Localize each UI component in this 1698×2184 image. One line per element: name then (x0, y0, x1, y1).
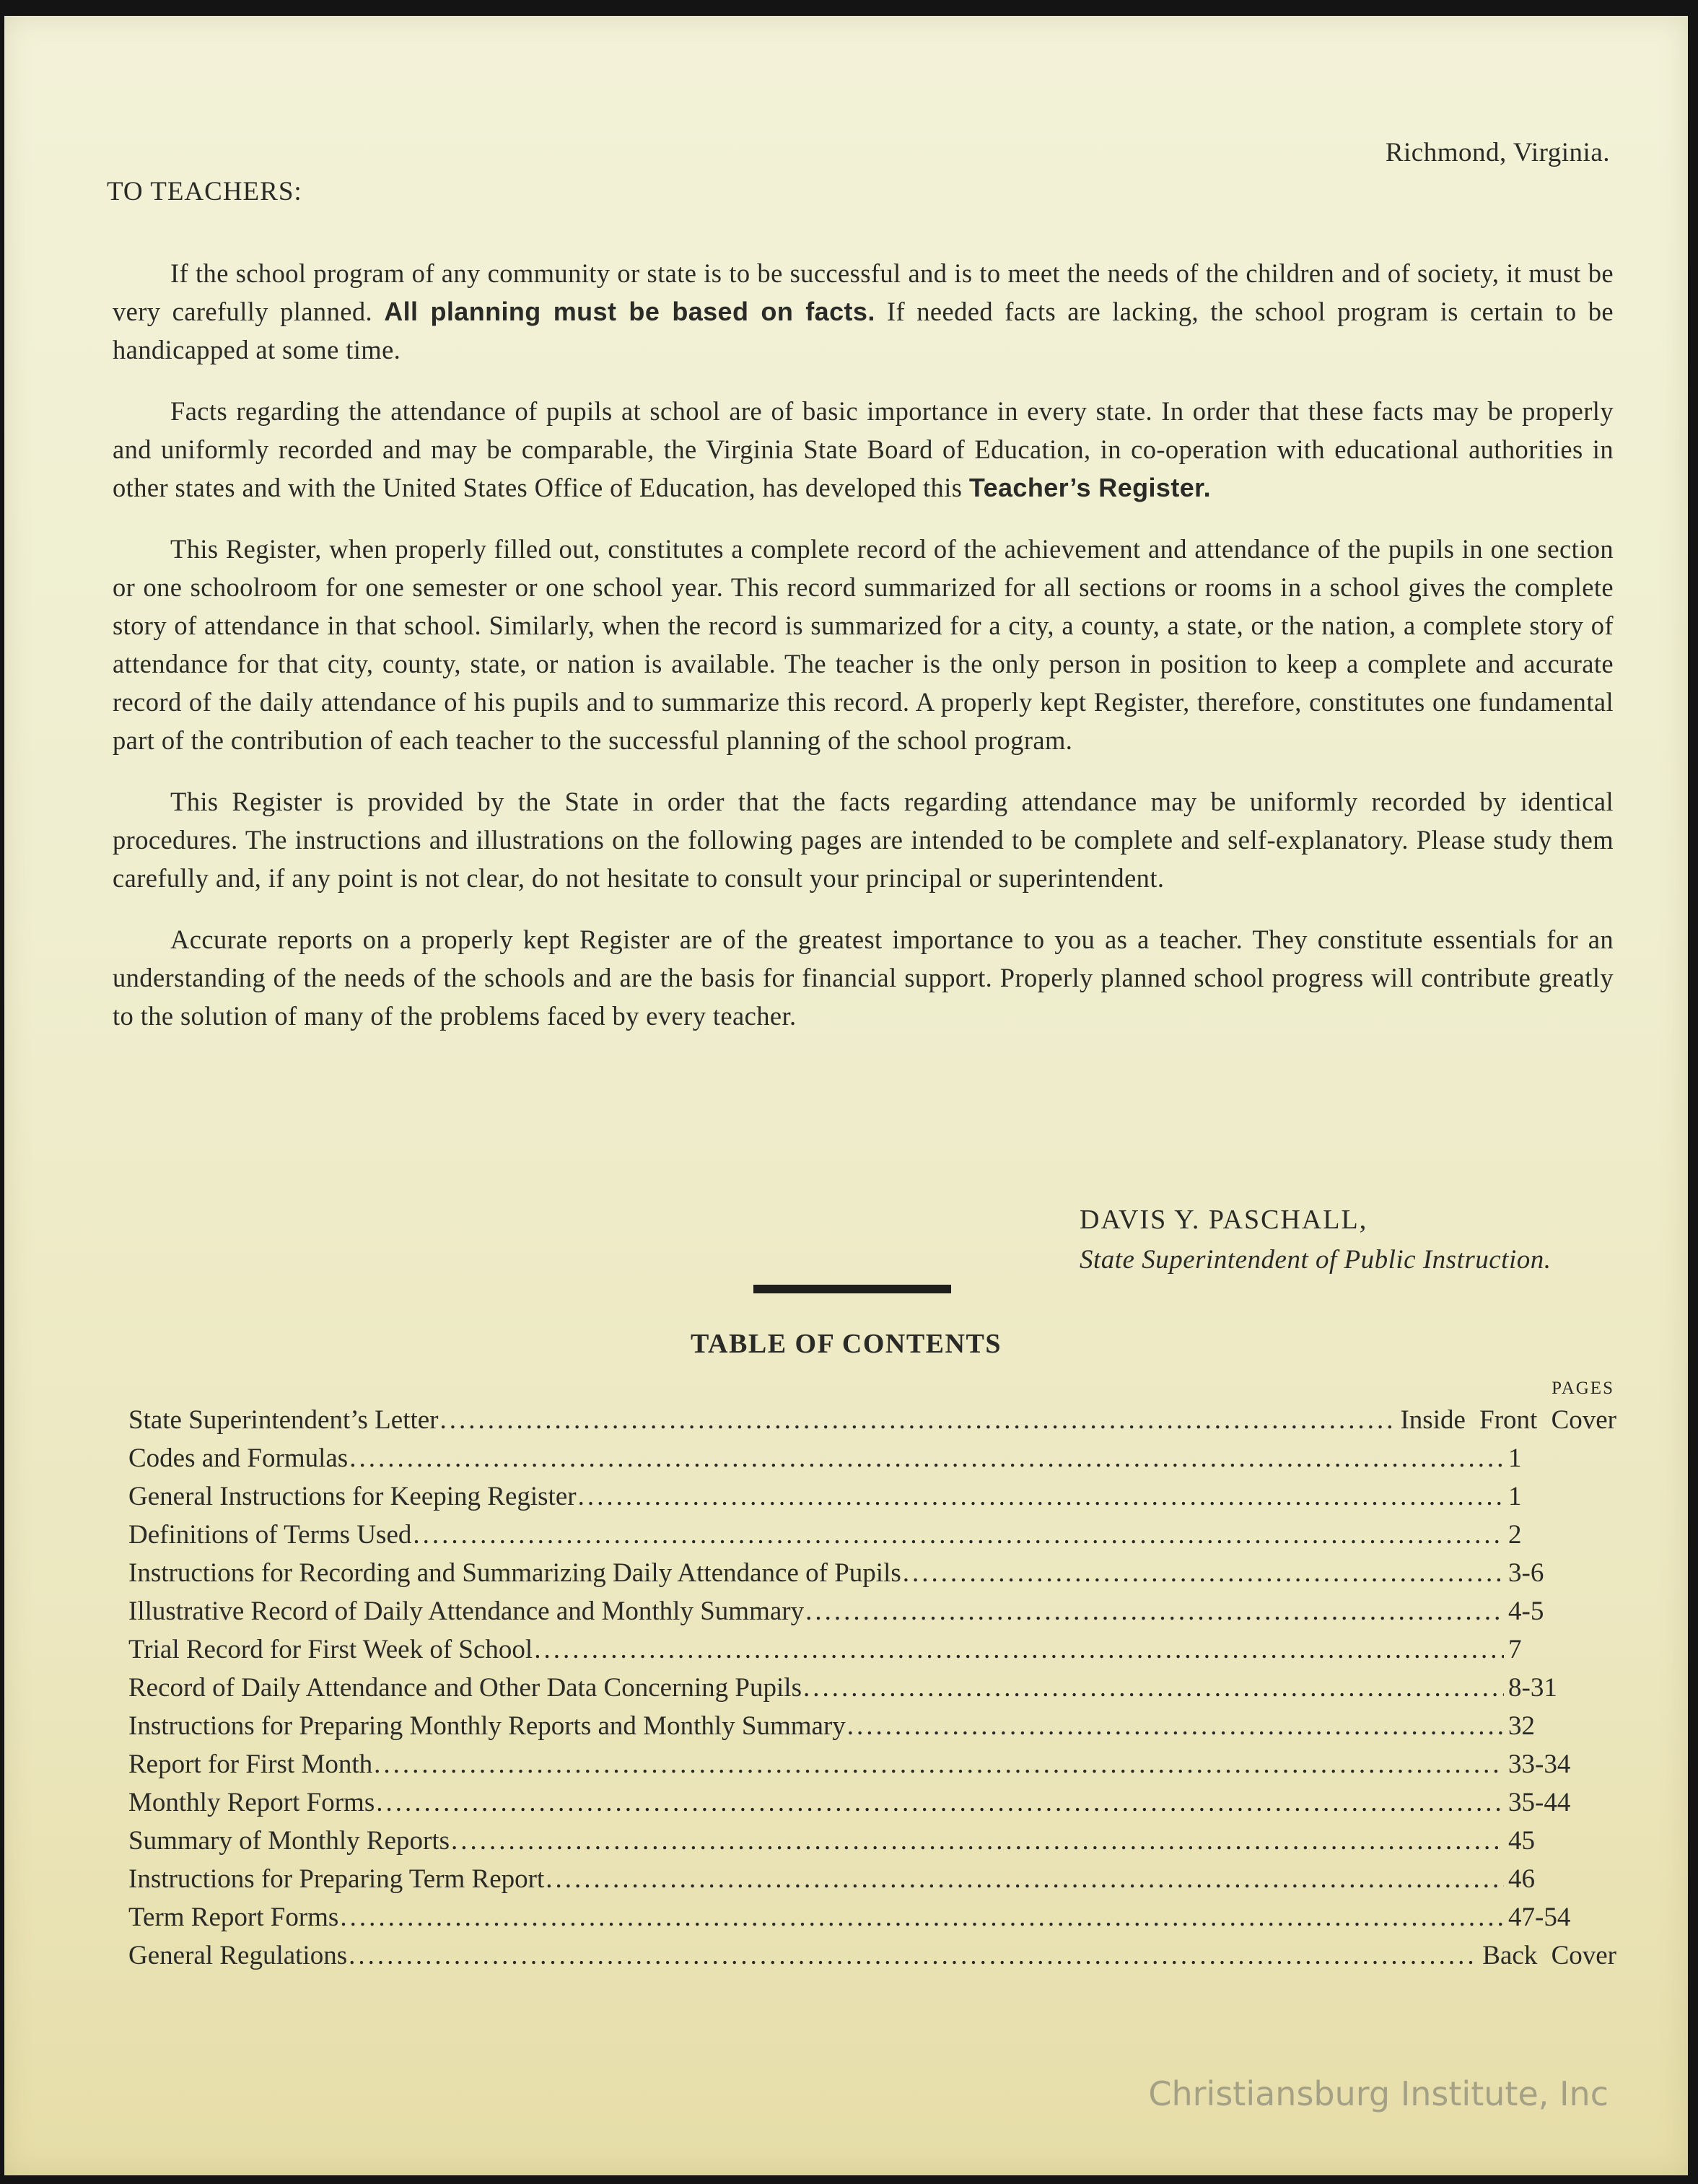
toc-dot-leader (376, 1787, 1504, 1818)
toc-dot-leader (413, 1519, 1504, 1550)
toc-entry (128, 1711, 1616, 1749)
toc-pages-header: PAGES (1552, 1379, 1614, 1398)
toc-entry-pages: 35-44 (1508, 1788, 1571, 1817)
toc-entry (128, 1634, 1616, 1672)
letter-text: If the school program of any community or state is to be successful and is to meet the needs of the children and of society, it must be very carefully planned. (113, 258, 1614, 326)
toc-entry-pages: 8-31 (1508, 1673, 1557, 1703)
toc-entry-label: Instructions for Recording and Summarizing Daily Attendance of Pupils (128, 1558, 901, 1588)
toc-dot-leader (340, 1902, 1504, 1933)
toc-title: TABLE OF CONTENTS (691, 1329, 1002, 1359)
signatory-name: DAVIS Y. PASCHALL, (1080, 1205, 1368, 1235)
toc-entry (128, 1825, 1616, 1864)
toc-entry-label: Term Report Forms (128, 1903, 339, 1932)
toc-entry-label: Summary of Monthly Reports (128, 1826, 450, 1856)
toc-dot-leader (534, 1634, 1504, 1665)
toc-dot-leader (451, 1825, 1504, 1856)
toc-dot-leader (349, 1940, 1478, 1971)
toc-dot-leader (578, 1481, 1504, 1512)
toc-entry-pages: 7 (1508, 1635, 1522, 1664)
letter-emphasis: Teacher’s Register. (968, 473, 1211, 502)
toc-entry (128, 1481, 1616, 1519)
letter-paragraph-5: Accurate reports on a properly kept Register are of the greatest importance to you as a teacher. They constitute essentials for an understanding of the needs of the schools and are the basis for financial support. Properly planned school progress will contribute greatly to the solution of many of the problems faced by every teacher. (113, 925, 1614, 1031)
toc-entry-pages: 32 (1508, 1711, 1535, 1741)
toc-entry (128, 1902, 1616, 1940)
toc-entry-label: Instructions for Preparing Term Report (128, 1864, 545, 1894)
toc-dot-leader (805, 1596, 1504, 1627)
toc-dot-leader (803, 1672, 1504, 1703)
toc-entry-label: Illustrative Record of Daily Attendance and Monthly Summary (128, 1596, 805, 1626)
letter-text: If needed facts are lacking, the school program is certain to be handicapped at some time. (113, 297, 1614, 364)
toc-entry-label: Instructions for Preparing Monthly Reports and Monthly Summary (128, 1711, 846, 1741)
table-of-contents (128, 1405, 1616, 1978)
letter-body (113, 254, 1614, 1058)
watermark: Christiansburg Institute, Inc (1148, 2074, 1609, 2113)
section-divider (753, 1285, 951, 1293)
toc-entry-pages: 33-34 (1508, 1750, 1571, 1779)
toc-dot-leader (440, 1405, 1396, 1436)
toc-entry-label: Monthly Report Forms (128, 1788, 375, 1817)
toc-entry (128, 1864, 1616, 1902)
toc-entry (128, 1558, 1616, 1596)
letter-paragraph-2 (113, 392, 1614, 507)
letter-emphasis: All planning must be based on facts. (384, 297, 875, 326)
toc-entry (128, 1405, 1616, 1443)
toc-entry-pages: Back Cover (1482, 1941, 1616, 1970)
signature-block (1080, 1200, 1551, 1280)
toc-entry-label: Report for First Month (128, 1750, 373, 1779)
toc-entry-label: Record of Daily Attendance and Other Data Concerning Pupils (128, 1673, 802, 1703)
toc-entry-pages: 1 (1508, 1482, 1522, 1511)
toc-entry-label: Definitions of Terms Used (128, 1520, 412, 1550)
toc-entry-pages: 4-5 (1508, 1596, 1544, 1626)
toc-entry (128, 1940, 1616, 1978)
document-page (4, 16, 1688, 2175)
toc-entry (128, 1787, 1616, 1825)
toc-entry (128, 1749, 1616, 1787)
letter-paragraph-3: This Register, when properly filled out, constitutes a complete record of the achievement and attendance of the pupils in one section or one schoolroom for one semester or one school year. This record summarized for all sections or rooms in a school gives the complete story of attendance in that school. Similarly, when the record is summarized for a city, a county, a state, or the nation, a complete story of attendance for that city, county, state, or nation is available. The teacher is the only person in position to keep a complete and accurate record of the daily attendance of his pupils and to summarize this record. A properly kept Register, therefore, constitutes one fundamental part of the contribution of each teacher to the successful planning of the school program. (113, 534, 1614, 755)
toc-entry (128, 1596, 1616, 1634)
toc-entry-label: State Superintendent’s Letter (128, 1405, 439, 1435)
letter-text: Facts regarding the attendance of pupils at school are of basic importance in every state. In order that these facts may be properly and uniformly recorded and may be comparable, the Virginia State Board of Education, in co-operation with educational authorities in other states and with the United States Office of Education, has developed this (113, 396, 1614, 502)
toc-dot-leader (349, 1443, 1504, 1474)
toc-entry-pages: Inside Front Cover (1400, 1405, 1616, 1435)
toc-entry-label: General Regulations (128, 1941, 348, 1970)
toc-entry-pages: 3-6 (1508, 1558, 1544, 1588)
toc-dot-leader (847, 1711, 1504, 1742)
toc-entry-label: Trial Record for First Week of School (128, 1635, 533, 1664)
toc-dot-leader (903, 1558, 1504, 1589)
toc-dot-leader (374, 1749, 1504, 1780)
letter-paragraph-4: This Register is provided by the State in order that the facts regarding attendance may be uniformly recorded by identical procedures. The instructions and illustrations on the following pages are intended to be complete and self-explanatory. Please study them carefully and, if any point is not clear, do not hesitate to consult your principal or superintendent. (113, 787, 1614, 893)
letter-paragraph-1 (113, 254, 1614, 369)
toc-entry-label: Codes and Formulas (128, 1443, 349, 1473)
toc-entry-pages: 2 (1508, 1520, 1522, 1550)
toc-entry-label: General Instructions for Keeping Register (128, 1482, 577, 1511)
toc-entry-pages: 47-54 (1508, 1903, 1571, 1932)
toc-entry (128, 1443, 1616, 1481)
toc-entry (128, 1672, 1616, 1711)
toc-entry-pages: 46 (1508, 1864, 1535, 1894)
salutation: TO TEACHERS: (107, 177, 302, 206)
toc-dot-leader (546, 1864, 1504, 1895)
toc-entry (128, 1519, 1616, 1558)
toc-entry-pages: 1 (1508, 1443, 1522, 1473)
signatory-title: State Superintendent of Public Instruction. (1080, 1245, 1552, 1275)
place-line: Richmond, Virginia. (1385, 138, 1610, 167)
toc-entry-pages: 45 (1508, 1826, 1535, 1856)
